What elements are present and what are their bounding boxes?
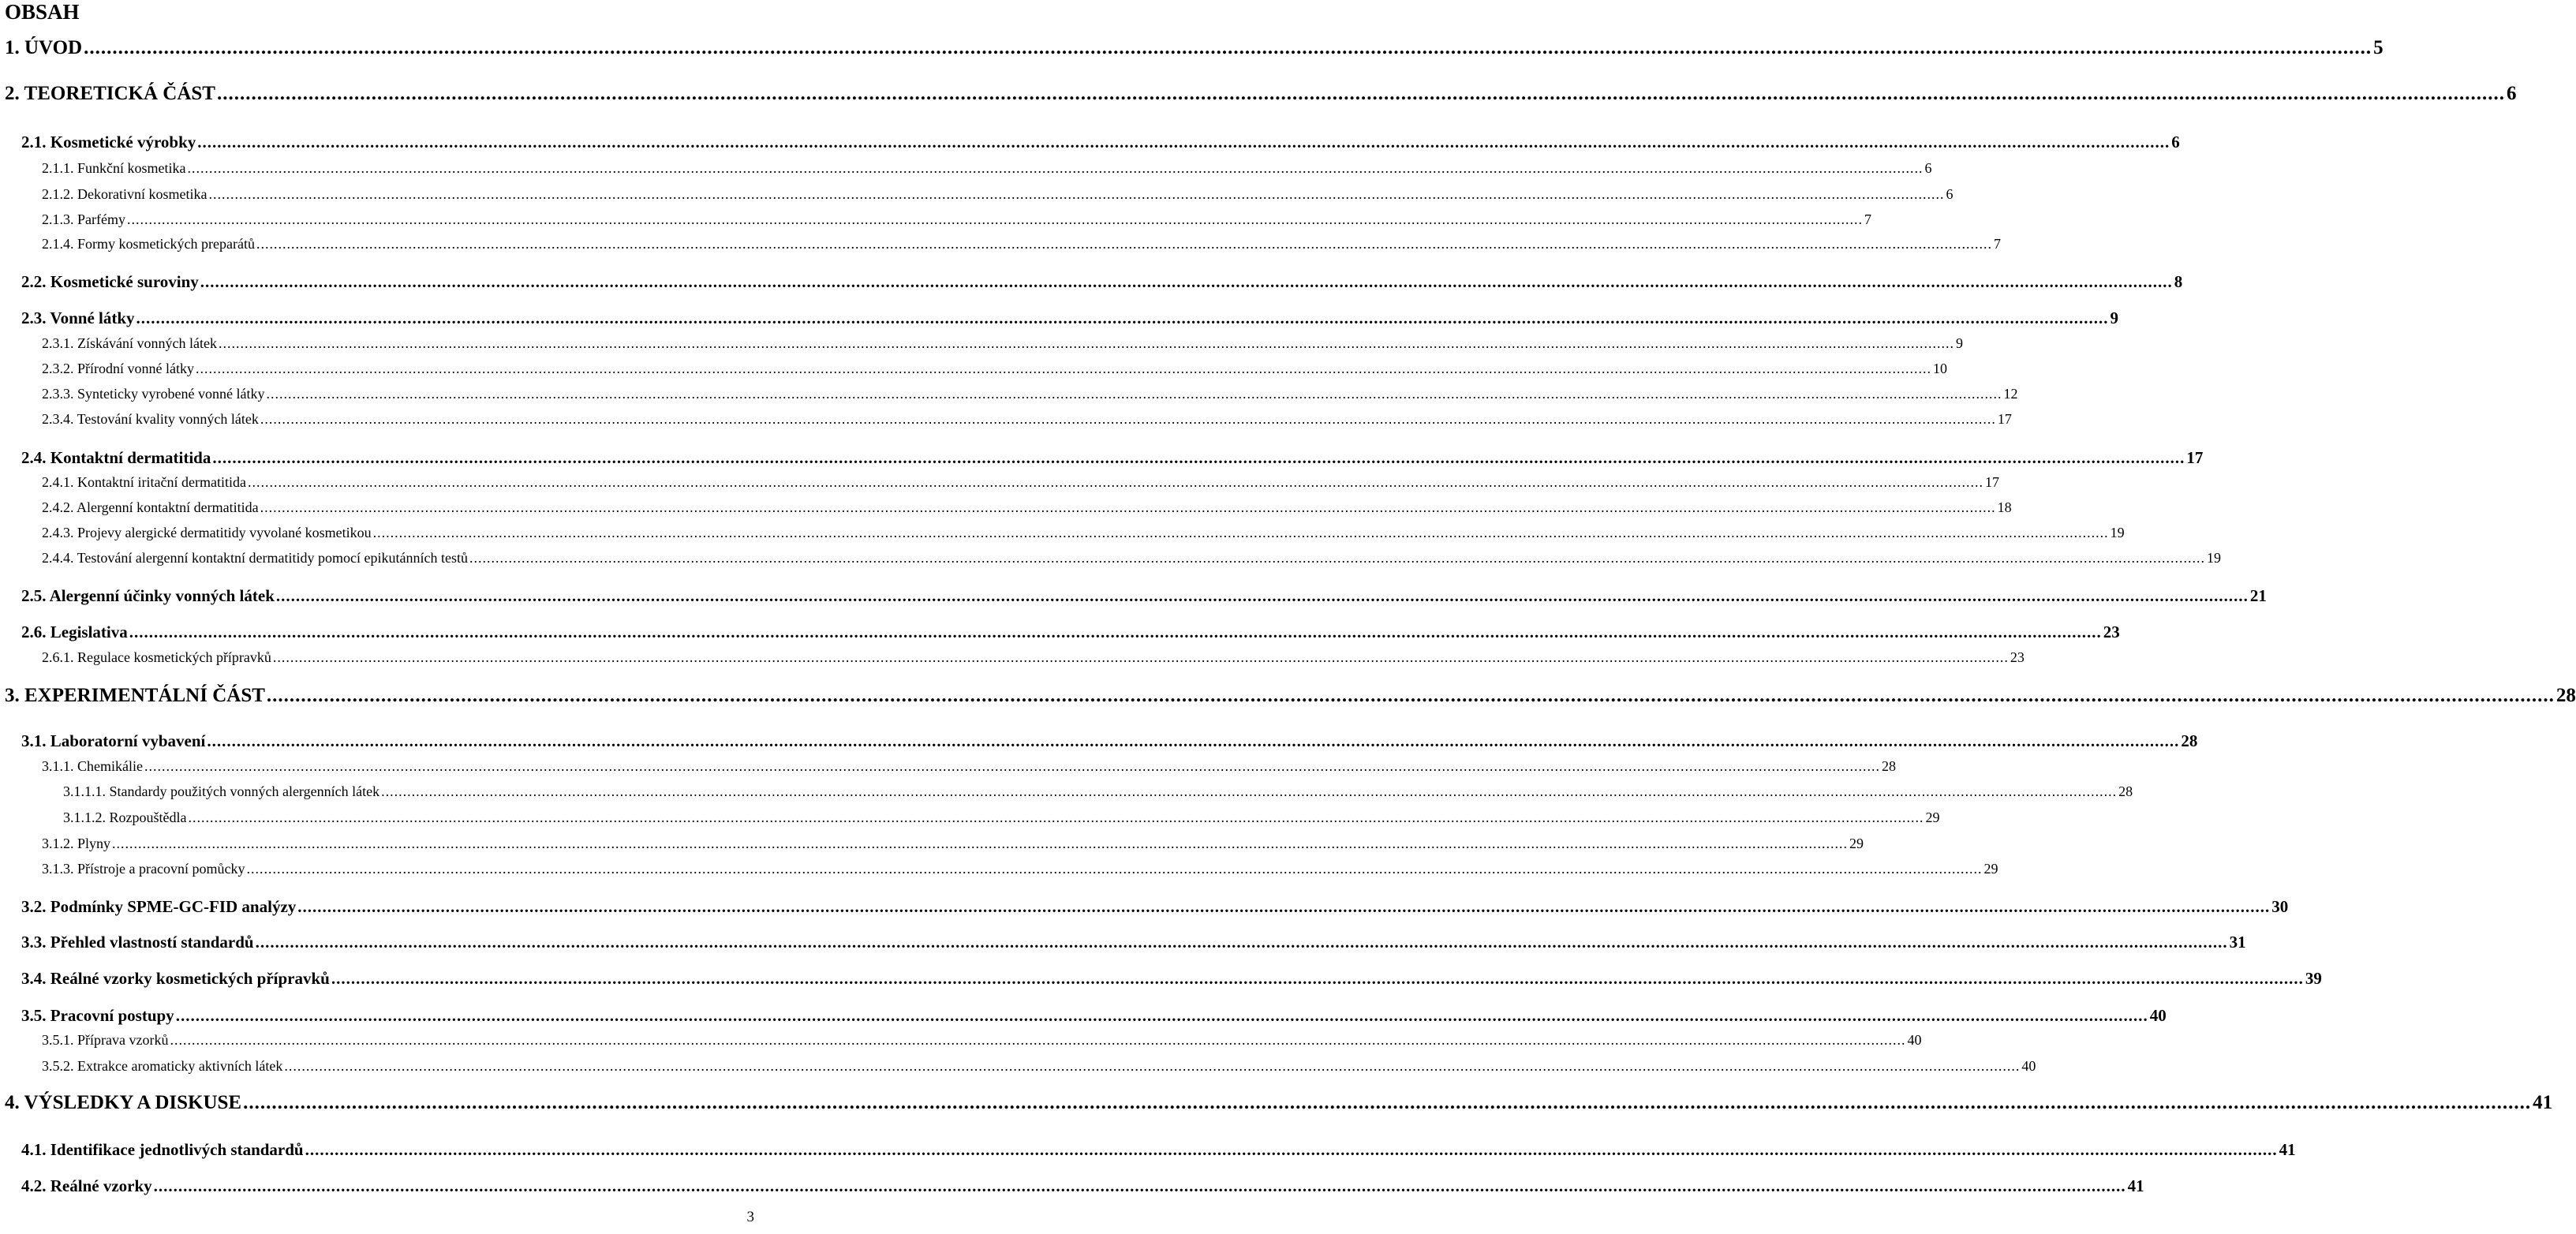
toc-entry-page: 8 [2174,272,2183,291]
toc-entry[interactable] [21,133,2180,152]
toc-entry-page: 18 [1997,499,2012,515]
toc-entry[interactable] [21,731,2198,751]
toc-entry-title: 2.1. Kosmetické výrobky [21,133,196,151]
toc-entry-title: 2.1.4. Formy kosmetických preparátů [42,236,255,252]
toc-leader-dots: ................................................................................................................................................................................................................................................................................................................................................................................................................ [246,861,1983,877]
toc-entry[interactable] [21,586,2267,606]
toc-entry-page: 6 [1946,186,1953,202]
toc-entry-page: 31 [2229,933,2246,952]
toc-entry-page: 9 [2110,308,2119,327]
toc-entry-title: 2.4. Kontaktní dermatitida [21,448,211,467]
toc-entry[interactable] [5,37,2383,59]
toc-entry[interactable] [21,623,2120,642]
toc-entry-page: 7 [1864,211,1871,227]
toc-entry[interactable] [21,272,2183,292]
toc-leader-dots: ................................................................................................................................................................................................................................................................................................................................................................................................................ [208,186,1945,202]
toc-leader-dots: ................................................................................................................................................................................................................................................................................................................................................................................................................ [195,361,1931,376]
toc-entry-title: 3.1.2. Plyny [42,836,111,851]
toc-entry-page: 29 [1849,836,1864,851]
toc-entry-title: 2.3.2. Přírodní vonné látky [42,361,194,376]
toc-leader-dots: ................................................................................................................................................................................................................................................................................................................................................................................................................ [216,83,2505,104]
toc-entry-page: 12 [2003,386,2018,402]
toc-leader-dots: ................................................................................................................................................................................................................................................................................................................................................................................................................ [272,649,2009,665]
toc-entry-page: 23 [2010,649,2025,665]
toc-entry-title: 2.1.1. Funkční kosmetika [42,160,186,176]
toc-leader-dots: ................................................................................................................................................................................................................................................................................................................................................................................................................ [284,1058,2021,1074]
toc-leader-dots: ................................................................................................................................................................................................................................................................................................................................................................................................................ [260,411,1996,427]
toc-entry[interactable] [42,1058,2036,1075]
toc-entry-title: 3.5.2. Extrakce aromaticky aktivních látek [42,1058,283,1074]
toc-entry[interactable] [21,933,2246,952]
toc-entry[interactable] [21,897,2289,917]
toc-entry[interactable] [42,499,2012,516]
toc-entry-page: 19 [2206,550,2221,566]
toc-entry-page: 29 [1925,810,1940,825]
toc-entry-page: 28 [2118,783,2133,799]
toc-entry-title: 3.4. Reálné vzorky kosmetických přípravků [21,969,330,988]
toc-entry[interactable] [42,160,1932,177]
toc-leader-dots: ................................................................................................................................................................................................................................................................................................................................................................................................................ [129,623,2102,641]
toc-leader-dots: ................................................................................................................................................................................................................................................................................................................................................................................................................ [275,586,2249,605]
toc-entry-title: 2.2. Kosmetické suroviny [21,272,199,291]
toc-entry-title: 2. TEORETICKÁ ČÁST [5,83,215,104]
toc-entry-title: 3. EXPERIMENTÁLNÍ ČÁST [5,685,265,706]
toc-entry[interactable] [21,969,2322,989]
toc-entry-title: 3.1.3. Přístroje a pracovní pomůcky [42,861,245,877]
toc-entry[interactable] [63,783,2133,800]
toc-entry-page: 5 [2373,37,2383,58]
toc-entry-title: 2.6. Legislativa [21,623,128,641]
toc-leader-dots: ................................................................................................................................................................................................................................................................................................................................................................................................................ [255,933,2228,952]
toc-entry-title: 2.3.3. Synteticky vyrobené vonné látky [42,386,265,402]
toc-entry[interactable] [42,836,1864,852]
toc-entry-page: 41 [2127,1176,2144,1195]
toc-entry[interactable] [42,550,2221,567]
toc-entry-title: 3.1.1.1. Standardy použitých vonných alergenních látek [63,783,380,799]
toc-entry-title: 2.1.2. Dekorativní kosmetika [42,186,208,202]
toc-entry-page: 40 [1907,1032,1922,1048]
toc-entry-page: 6 [2171,133,2180,151]
toc-leader-dots: ................................................................................................................................................................................................................................................................................................................................................................................................................ [144,758,1880,774]
toc-entry-title: 3.1.1.2. Rozpouštědla [63,810,187,825]
toc-entry-title: 3.5.1. Příprava vzorků [42,1032,169,1048]
toc-entry-page: 28 [1881,758,1896,774]
toc-entry-page: 10 [1932,361,1947,376]
toc-leader-dots: ................................................................................................................................................................................................................................................................................................................................................................................................................ [112,836,1849,851]
toc-entry[interactable] [5,685,2576,707]
toc-leader-dots: ................................................................................................................................................................................................................................................................................................................................................................................................................ [372,525,2109,540]
toc-leader-dots: ................................................................................................................................................................................................................................................................................................................................................................................................................ [381,783,2118,799]
toc-leader-dots: ................................................................................................................................................................................................................................................................................................................................................................................................................ [188,810,1924,825]
toc-entry[interactable] [5,83,2517,105]
toc-leader-dots: ................................................................................................................................................................................................................................................................................................................................................................................................................ [153,1176,2126,1195]
toc-entry[interactable] [21,1140,2296,1160]
toc-entry[interactable] [5,1092,2553,1114]
toc-entry-page: 23 [2103,623,2120,641]
toc-entry-page: 41 [2533,1092,2553,1113]
toc-entry[interactable] [42,411,2012,428]
toc-entry-title: 2.4.4. Testování alergenní kontaktní dermatitidy pomocí epikutánních testů [42,550,468,566]
toc-leader-dots: ................................................................................................................................................................................................................................................................................................................................................................................................................ [256,236,1992,252]
toc-entry[interactable] [42,861,1998,877]
toc-entry[interactable] [21,308,2119,328]
toc-entry-title: 2.6.1. Regulace kosmetických přípravků [42,649,271,665]
page-number: 3 [746,1209,754,1225]
toc-leader-dots: ................................................................................................................................................................................................................................................................................................................................................................................................................ [297,897,2271,916]
toc-entry[interactable] [63,810,1940,826]
toc-entry-title: 2.1.3. Parfémy [42,211,125,227]
page-title: OBSAH [5,0,80,24]
toc-entry[interactable] [42,1032,1922,1049]
toc-entry[interactable] [42,335,1963,352]
toc-entry[interactable] [42,386,2018,402]
toc-entry[interactable] [42,361,1947,377]
toc-entry[interactable] [42,236,2001,252]
toc-leader-dots: ................................................................................................................................................................................................................................................................................................................................................................................................................ [126,211,1863,227]
toc-entry-page: 17 [2186,448,2204,467]
toc-entry-title: 2.3.1. Získávání vonných látek [42,335,217,351]
toc-entry-page: 17 [1984,474,1999,490]
toc-entry-page: 9 [1955,335,1963,351]
toc-entry-page: 39 [2305,969,2322,988]
toc-entry[interactable] [42,649,2025,666]
toc-leader-dots: ................................................................................................................................................................................................................................................................................................................................................................................................................ [469,550,2205,566]
toc-entry-page: 28 [2181,731,2198,750]
toc-entry-page: 6 [1924,160,1932,176]
toc-entry-title: 1. ÚVOD [5,37,83,58]
toc-entry-page: 40 [2021,1058,2036,1074]
toc-leader-dots: ................................................................................................................................................................................................................................................................................................................................................................................................................ [260,499,1996,515]
toc-entry[interactable] [42,758,1896,775]
toc-entry-title: 2.4.2. Alergenní kontaktní dermatitida [42,499,259,515]
toc-entry-page: 21 [2249,586,2267,605]
toc-entry[interactable] [21,448,2204,468]
toc-leader-dots: ................................................................................................................................................................................................................................................................................................................................................................................................................ [218,335,1954,351]
toc-leader-dots: ................................................................................................................................................................................................................................................................................................................................................................................................................ [197,133,2170,151]
toc-leader-dots: ................................................................................................................................................................................................................................................................................................................................................................................................................ [170,1032,1906,1048]
toc-leader-dots: ................................................................................................................................................................................................................................................................................................................................................................................................................ [136,308,2109,327]
toc-entry-page: 29 [1983,861,1998,877]
toc-entry[interactable] [42,474,1999,491]
toc-entry[interactable] [42,211,1871,228]
toc-leader-dots: ................................................................................................................................................................................................................................................................................................................................................................................................................ [243,1092,2532,1113]
toc-leader-dots: ................................................................................................................................................................................................................................................................................................................................................................................................................ [200,272,2173,291]
toc-entry-title: 2.3.4. Testování kvality vonných látek [42,411,259,427]
toc-entry-page: 41 [2279,1140,2296,1159]
toc-leader-dots: ................................................................................................................................................................................................................................................................................................................................................................................................................ [212,448,2185,467]
toc-entry-page: 19 [2110,525,2125,540]
toc-entry-title: 3.1.1. Chemikálie [42,758,143,774]
toc-entry-title: 4.2. Reálné vzorky [21,1176,152,1195]
toc-entry-page: 30 [2271,897,2289,916]
toc-entry-title: 3.5. Pracovní postupy [21,1006,174,1025]
toc-entry-title: 2.4.3. Projevy alergické dermatitidy vyvolané kosmetikou [42,525,372,540]
toc-entry-page: 6 [2506,83,2517,104]
toc-entry-title: 3.1. Laboratorní vybavení [21,731,206,750]
toc-leader-dots: ................................................................................................................................................................................................................................................................................................................................................................................................................ [187,160,1924,176]
toc-entry[interactable] [42,186,1953,203]
toc-leader-dots: ................................................................................................................................................................................................................................................................................................................................................................................................................ [266,386,2002,402]
toc-entry-title: 3.2. Podmínky SPME-GC-FID analýzy [21,897,297,916]
toc-entry-title: 2.3. Vonné látky [21,308,135,327]
toc-leader-dots: ................................................................................................................................................................................................................................................................................................................................................................................................................ [175,1006,2148,1025]
toc-entry-title: 2.5. Alergenní účinky vonných látek [21,586,275,605]
toc-entry-page: 7 [1993,236,2001,252]
toc-entry[interactable] [21,1176,2144,1196]
toc-leader-dots: ................................................................................................................................................................................................................................................................................................................................................................................................................ [247,474,1983,490]
toc-entry-page: 40 [2149,1006,2167,1025]
toc-entry-title: 2.4.1. Kontaktní iritační dermatitida [42,474,246,490]
toc-entry-title: 4. VÝSLEDKY A DISKUSE [5,1092,242,1113]
toc-entry[interactable] [21,1006,2167,1026]
toc-entry[interactable] [42,525,2125,541]
toc-leader-dots: ................................................................................................................................................................................................................................................................................................................................................................................................................ [305,1140,2278,1159]
toc-leader-dots: ................................................................................................................................................................................................................................................................................................................................................................................................................ [331,969,2304,988]
toc-leader-dots: ................................................................................................................................................................................................................................................................................................................................................................................................................ [84,37,2372,58]
toc-entry-title: 3.3. Přehled vlastností standardů [21,933,254,952]
toc-entry-title: 4.1. Identifikace jednotlivých standardů [21,1140,304,1159]
toc-leader-dots: ................................................................................................................................................................................................................................................................................................................................................................................................................ [266,685,2555,706]
toc-leader-dots: ................................................................................................................................................................................................................................................................................................................................................................................................................ [207,731,2180,750]
toc-entry-page: 28 [2555,685,2576,706]
toc-entry-page: 17 [1997,411,2012,427]
